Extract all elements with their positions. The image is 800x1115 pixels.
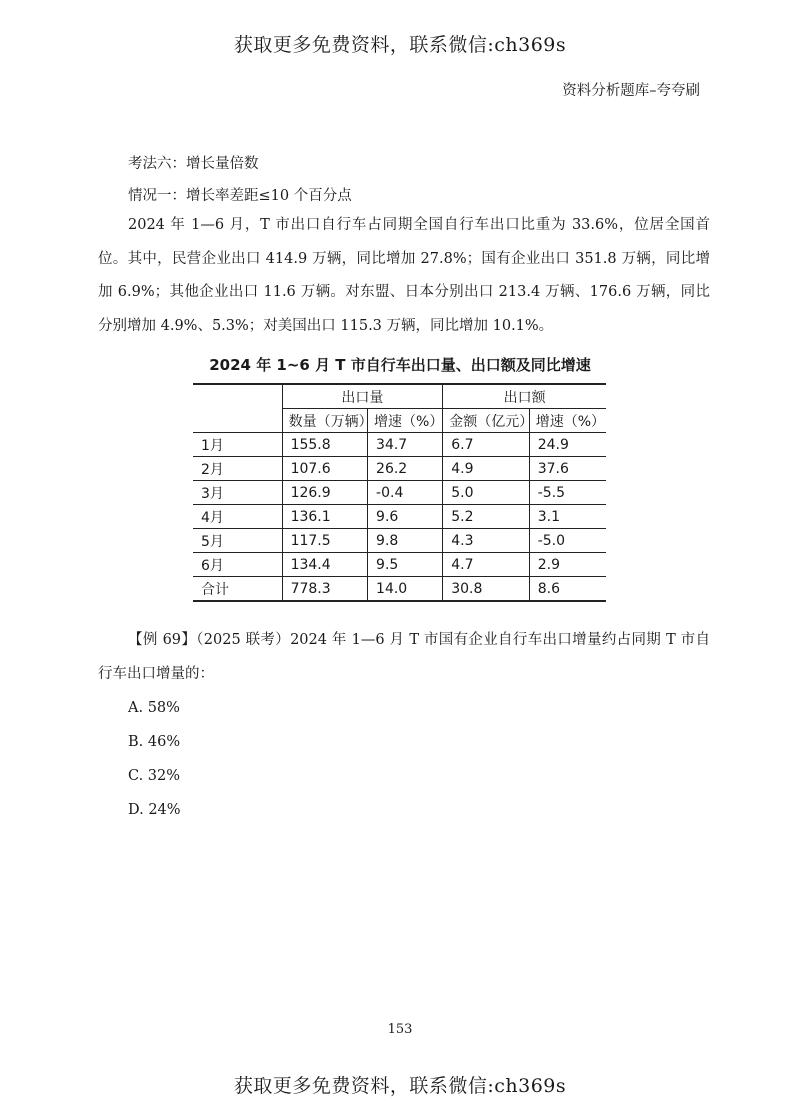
header-blank-cell <box>193 384 282 409</box>
cell-qty-growth: 9.8 <box>368 529 443 553</box>
row-label: 合计 <box>193 577 282 602</box>
cell-qty: 778.3 <box>282 577 367 602</box>
cell-amount: 6.7 <box>443 433 530 457</box>
sub-header-amount-growth: 增速（%） <box>529 409 606 433</box>
data-table <box>193 383 606 602</box>
table-title: 2024 年 1~6 月 T 市自行车出口量、出口额及同比增速 <box>209 356 591 374</box>
cell-qty-growth: 14.0 <box>368 577 443 602</box>
cell-amount-growth: 24.9 <box>529 433 606 457</box>
page-number: 153 <box>387 1022 413 1037</box>
cell-qty-growth: 26.2 <box>368 457 443 481</box>
cell-qty: 134.4 <box>282 553 367 577</box>
option-a[interactable]: A. 58% <box>128 700 180 716</box>
row-label: 2月 <box>193 457 282 481</box>
table-group-header-row <box>193 384 606 409</box>
cell-qty: 117.5 <box>282 529 367 553</box>
cell-amount: 4.7 <box>443 553 530 577</box>
section-case: 情况一：增长率差距≤10 个百分点 <box>128 188 352 204</box>
cell-qty-growth: 9.5 <box>368 553 443 577</box>
row-label: 1月 <box>193 433 282 457</box>
cell-amount-growth: 3.1 <box>529 505 606 529</box>
row-label: 4月 <box>193 505 282 529</box>
bottom-banner: 获取更多免费资料，联系微信:ch369s <box>233 1075 567 1097</box>
table-row <box>193 553 606 577</box>
option-d[interactable]: D. 24% <box>128 802 181 818</box>
table-row <box>193 457 606 481</box>
table-total-row <box>193 577 606 602</box>
sub-header-qty: 数量（万辆） <box>282 409 367 433</box>
cell-qty: 136.1 <box>282 505 367 529</box>
cell-amount-growth: -5.0 <box>529 529 606 553</box>
table-row <box>193 505 606 529</box>
table-sub-header-row <box>193 409 606 433</box>
table-row <box>193 529 606 553</box>
row-label: 6月 <box>193 553 282 577</box>
cell-qty: 107.6 <box>282 457 367 481</box>
option-c[interactable]: C. 32% <box>128 768 181 784</box>
row-label: 5月 <box>193 529 282 553</box>
row-label: 3月 <box>193 481 282 505</box>
sub-header-amount: 金额（亿元） <box>443 409 530 433</box>
cell-amount-growth: -5.5 <box>529 481 606 505</box>
cell-amount: 5.2 <box>443 505 530 529</box>
header-blank-cell <box>193 409 282 433</box>
top-banner: 获取更多免费资料，联系微信:ch369s <box>233 34 567 56</box>
sub-header-qty-growth: 增速（%） <box>368 409 443 433</box>
group-header-quantity: 出口量 <box>282 384 443 409</box>
cell-qty: 126.9 <box>282 481 367 505</box>
section-heading: 考法六：增长量倍数 <box>128 156 259 172</box>
table-row <box>193 433 606 457</box>
material-paragraph: 2024 年 1—6 月，T 市出口自行车占同期全国自行车出口比重为 33.6%，位居全国首位。其中，民营企业出口 414.9 万辆，同比增加 27.8%；国有企业出口 351.8 万辆，同比增加 6.9%；其他企业出口 11.6 万辆。对东盟、日本分别出口 213.4 万辆、176.6 万辆，同比分别增加 4.9%、5.3%；对美国出口 115.3 万辆，同比增加 10.1%。 <box>98 217 710 334</box>
cell-amount-growth: 2.9 <box>529 553 606 577</box>
cell-amount: 5.0 <box>443 481 530 505</box>
group-header-amount: 出口额 <box>443 384 606 409</box>
cell-amount-growth: 37.6 <box>529 457 606 481</box>
cell-amount: 4.9 <box>443 457 530 481</box>
cell-qty-growth: -0.4 <box>368 481 443 505</box>
running-header: 资料分析题库–夸夸刷 <box>562 83 700 99</box>
table-row <box>193 481 606 505</box>
cell-amount: 30.8 <box>443 577 530 602</box>
option-b[interactable]: B. 46% <box>128 734 181 750</box>
cell-amount-growth: 8.6 <box>529 577 606 602</box>
cell-qty-growth: 9.6 <box>368 505 443 529</box>
cell-qty-growth: 34.7 <box>368 433 443 457</box>
question-stem: 【例 69】（2025 联考）2024 年 1—6 月 T 市国有企业自行车出口增量约占同期 T 市自行车出口增量的： <box>98 632 710 682</box>
cell-amount: 4.3 <box>443 529 530 553</box>
cell-qty: 155.8 <box>282 433 367 457</box>
